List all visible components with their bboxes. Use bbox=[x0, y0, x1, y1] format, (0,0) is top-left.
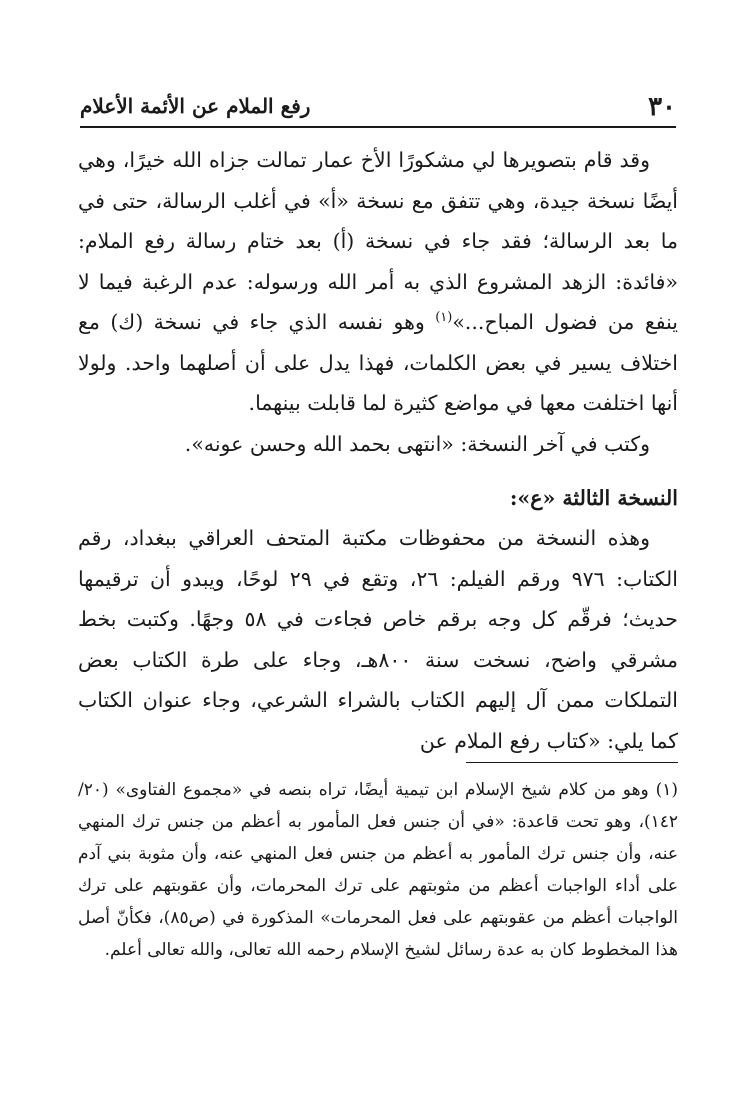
paragraph: وكتب في آخر النسخة: «انتهى بحمد الله وحسن عونه». bbox=[184, 431, 650, 456]
page-number: ٣٠ bbox=[648, 92, 676, 122]
header-rule bbox=[80, 126, 676, 128]
running-title: رفع الملام عن الأئمة الأعلام bbox=[80, 94, 311, 118]
section-heading: النسخة الثالثة «ع»: bbox=[509, 486, 678, 510]
main-text bbox=[78, 140, 678, 761]
footnote-separator bbox=[466, 762, 678, 763]
footnote-reference[interactable]: (١) bbox=[435, 310, 453, 326]
paragraph-text: وهو نفسه الذي جاء في نسخة (ك) مع اختلاف يسير في بعض الكلمات، فهذا يدل على أن أصلهما واحد. ولولا أنها اختلفت معها في مواضع كثيرة لما قابلت بينهما. bbox=[78, 310, 678, 415]
footnotes bbox=[78, 774, 678, 966]
paragraph-text: وقد قام بتصويرها لي مشكورًا الأخ عمار تمالت جزاه الله خيرًا، وهي أيضًا نسخة جيدة، وهي تتفق مع نسخة «أ» في أغلب الرسالة، حتى في ما بعد الرسالة؛ فقد جاء في نسخة (أ) بعد ختام رسالة رفع الملام: «فائدة: الزهد المشروع الذي به أمر الله ورسوله: عدم الرغبة فيما لا ينفع من فضول المباح...» bbox=[78, 148, 678, 334]
paragraph: وهذه النسخة من محفوظات مكتبة المتحف العراقي ببغداد، رقم الكتاب: ٩٧٦ ورقم الفيلم: ٢٦، وتقع في ٢٩ لوحًا، ويبدو أن ترقيمها حديث؛ فرقّم كل وجه برقم خاص فجاءت في ٥٨ وجهًا. وكتبت بخط مشرقي واضح، نسخت سنة ٨٠٠هـ، وجاء على طرة الكتاب بعض التملكات ممن آل إليهم الكتاب بالشراء الشرعي، وجاء عنوان الكتاب كما يلي: «كتاب رفع الملام عن bbox=[78, 526, 679, 753]
page-header bbox=[80, 88, 676, 128]
paragraph bbox=[78, 140, 678, 424]
footnote: (١) وهو من كلام شيخ الإسلام ابن تيمية أيضًا، تراه بنصه في «مجموع الفتاوى» (٢٠/ ١٤٢)، وهو تحت قاعدة: «في أن جنس فعل المأمور به أعظم من جنس ترك المنهي عنه، وأن جنس ترك المأمور به أعظم من جنس فعل المنهي عنه، وأن مثوبة بني آدم على أداء الواجبات أعظم من مثوبتهم على ترك المحرمات، وأن عقوبتهم على ترك الواجبات أعظم من عقوبتهم على فعل المحرمات» المذكورة في (ص٨٥)، فكأنّ أصل هذا المخطوط كان به عدة رسائل لشيخ الإسلام رحمه الله تعالى، والله تعالى أعلم. bbox=[78, 780, 679, 960]
